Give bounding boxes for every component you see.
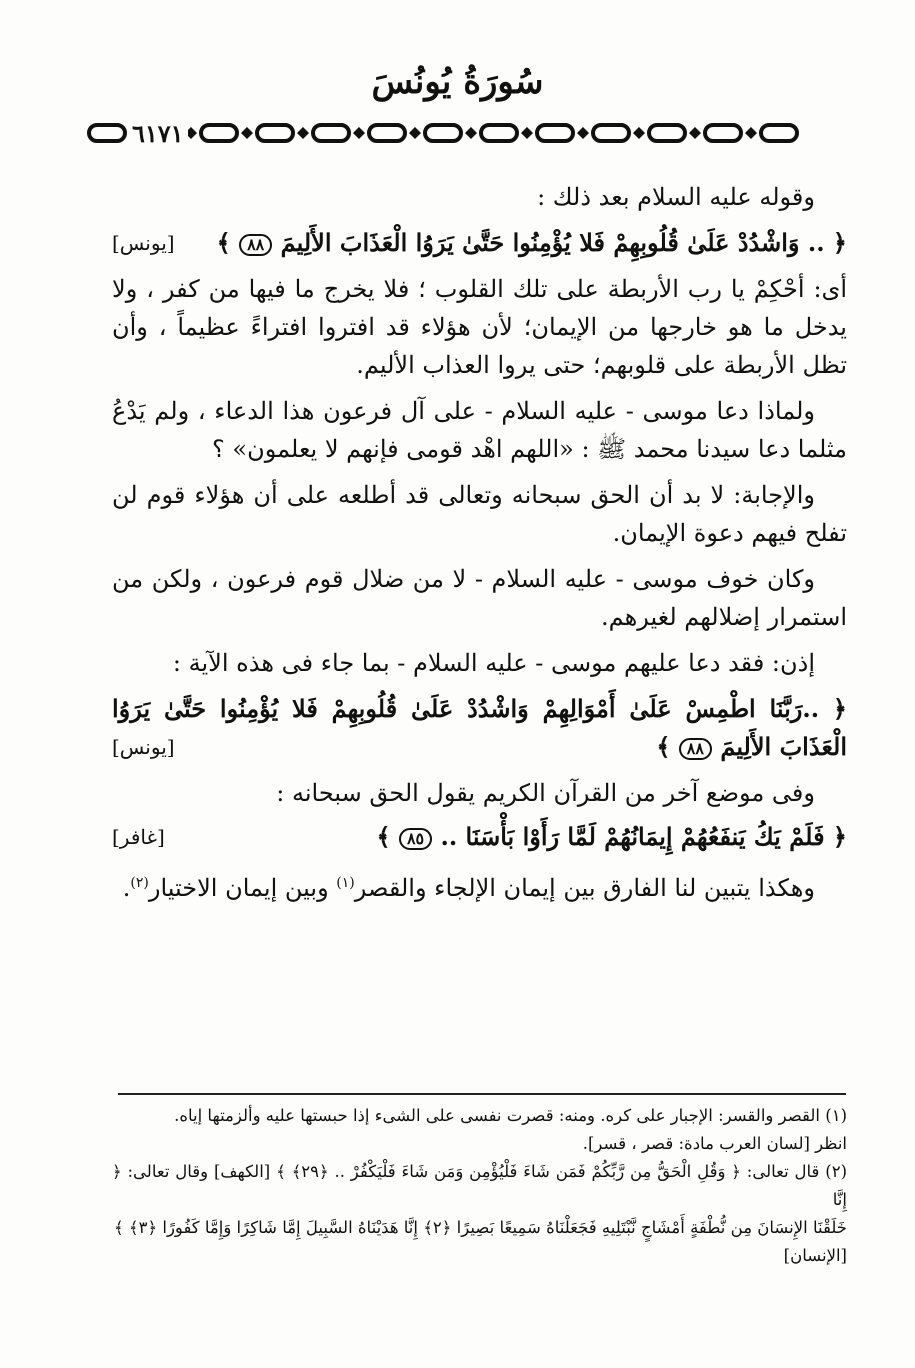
footnote: انظر [لسان العرب مادة: قصر ، قسر]. [582,1134,847,1153]
ornament-link [89,125,125,141]
quran-verse [112,818,847,856]
verse-text: ﴿ .. وَاشْدُدْ عَلَىٰ قُلُوبِهِمْ فَلا يُؤْمِنُوا حَتَّىٰ يَرَوُا الْعَذَابَ الأَلِيمَ ٨٨ ﴾ [216,228,847,257]
paragraph: وفى موضع آخر من القرآن الكريم يقول الحق سبحانه : [276,779,815,807]
ornament-diamond [465,127,477,139]
ornament-link [649,125,685,141]
paragraph: وكان خوف موسى - عليه السلام - لا من ضلال قوم فرعون ، ولكن من استمرار إضلالهم لغيرهم. [112,565,847,631]
ornament-border [85,118,855,148]
paragraph: وقوله عليه السلام بعد ذلك : [537,183,815,211]
ornament-diamond [577,127,589,139]
ornament-link [313,125,349,141]
surah-title: سُورَةُ يُونُسَ [371,62,544,102]
ayah-number: ٨٨ [679,738,712,760]
ornament-diamond [689,127,701,139]
quran-verse [112,690,847,766]
ayah-number: ٨٥ [399,828,432,850]
paragraph: وهكذا يتبين لنا الفارق بين إيمان الإلجاء والقصر$^{(١)}$ وبين إيمان الاختيار$^{(٢)}$. [122,874,815,902]
ornament-diamond [633,127,645,139]
ornament-diamond [353,127,365,139]
surah-reference: [غافر] [112,825,165,849]
paragraph: ولماذا دعا موسى - عليه السلام - على آل فرعون هذا الدعاء ، ولم يَدْعُ مثلما دعا سيدنا محمد ﷺ : «اللهم اهْد قومى فإنهم لا يعلمون» ؟ [112,397,847,463]
ayah-number: ٨٨ [239,234,272,256]
main-text [112,178,847,915]
footnote: [الإنسان] [783,1246,847,1265]
ornament-link [761,125,797,141]
quran-verse [112,224,847,262]
footnote: (١) القصر والقسر: الإجبار على كره. ومنه: قصرت نفسى على الشىء إذا حبستها عليه وألزمتها إياه. [174,1106,847,1125]
ornament-diamond [409,127,421,139]
footnote: (٢) قال تعالى: ﴿ وَقُلِ الْحَقُّ مِن رَّبِّكُمْ فَمَن شَاءَ فَلْيُؤْمِن وَمَن شَاءَ فَلْيَكْفُرْ .. ﴿٢٩﴾ ﴾ [الكهف] وقال تعالى: ﴿ إِنَّا [112,1162,848,1209]
ornament-link [537,125,573,141]
ornament-link [705,125,741,141]
footnote-marker: (١) [336,875,355,891]
ornament-diamond [241,127,253,139]
surah-reference: [يونس] [112,735,175,759]
ornament-link [257,125,293,141]
ornament-diamond [745,127,757,139]
ornament-diamond [521,127,533,139]
ornament-link [201,125,237,141]
paragraph: والإجابة: لا بد أن الحق سبحانه وتعالى قد أطلعه على أن هؤلاء قوم لن تفلح فيهم دعوة الإيمان. [112,481,847,547]
footnotes [112,1102,847,1270]
paragraph: أى: أحْكِمْ يا رب الأربطة على تلك القلوب ؛ فلا يخرج ما فيها من كفر ، ولا يدخل ما هو خارجها من الإيمان؛ لأن هؤلاء قد افتروا افتراءً عظيماً ، وأن تظل الأربطة على قلوبهم؛ حتى يروا العذاب الأليم. [112,275,847,379]
ornament-link [369,125,405,141]
ornament-link [481,125,517,141]
ornament-diamond [297,127,309,139]
ornament-link [425,125,461,141]
surah-reference: [يونس] [112,231,175,255]
verse-text: ﴿ فَلَمْ يَكُ يَنفَعُهُمْ إِيمَانُهُمْ لَمَّا رَأَوْا بَأْسَنَا .. ٨٥ ﴾ [376,822,847,851]
ornament-link [593,125,629,141]
paragraph: إذن: فقد دعا عليهم موسى - عليه السلام - بما جاء فى هذه الآية : [172,649,815,677]
footnote: خَلَقْنَا الإِنسَانَ مِن نُّطْفَةٍ أَمْشَاجٍ نَّبْتَلِيهِ فَجَعَلْنَاهُ سَمِيعًا بَصِيرًا ﴿٢﴾ إِنَّا هَدَيْنَاهُ السَّبِيلَ إِمَّا شَاكِرًا وَإِمَّا كَفُورًا ﴿٣﴾ ﴾ [113,1218,847,1237]
footnote-marker: (٢) [130,875,149,891]
footnote-divider [118,1093,846,1095]
page-number: ٦١٧١ [128,119,188,148]
verse-text: ﴿ ..رَبَّنَا اطْمِسْ عَلَىٰ أَمْوَالِهِمْ وَاشْدُدْ عَلَىٰ قُلُوبِهِمْ فَلا يُؤْمِنُوا حَتَّىٰ يَرَوُا الْعَذَابَ الأَلِيمَ ٨٨ ﴾ [يونس] [112,690,847,766]
